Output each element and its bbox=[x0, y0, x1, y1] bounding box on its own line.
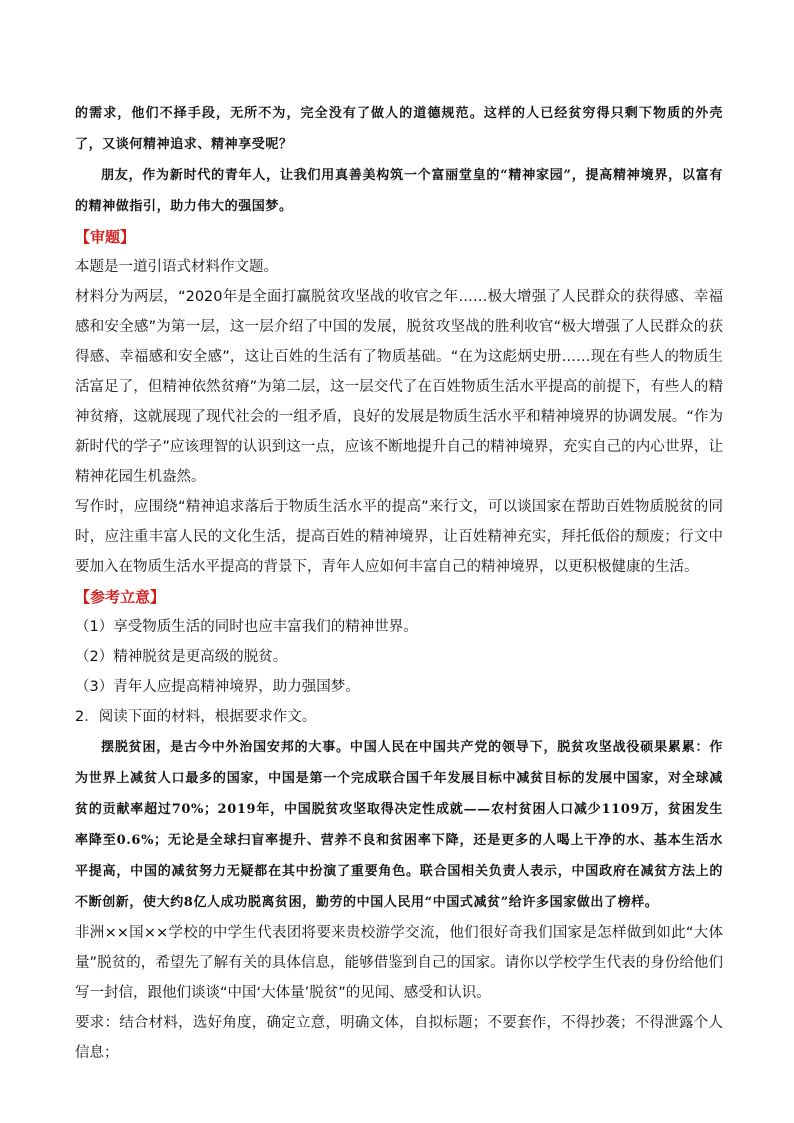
shenti-paragraph-1: 本题是一道引语式材料作文题。 bbox=[75, 259, 278, 275]
section-heading-cankao: 【参考立意】 bbox=[75, 588, 166, 606]
section-heading-shenti: 【审题】 bbox=[75, 228, 136, 246]
question-2-requirements: 要求：结合材料，选好角度，确定立意，明确文体，自拟标题；不要套作，不得抄袭；不得泄露个人信息； bbox=[75, 1015, 723, 1061]
shenti-paragraph-2: 材料分为两层，“2020年是全面打赢脱贫攻坚战的收官之年……极大增强了人民群众的获得感、幸福感和安全感”为第一层，这一层介绍了中国的发展，脱贫攻坚战的胜利收官“极大增强了人民群众的获得感、幸福感和安全感”，这让百姓的生活有了物质基础。“在为这彪炳史册……现在有些人的物质生活富足了，但精神依然贫瘠”为第二层，这一层交代了在百姓物质生活水平提高的前提下，有些人的精神贫瘠，这就展现了现代社会的一组矛盾，良好的发展是物质生活水平和精神境界的协调发展。“作为新时代的学子”应该理智的认识到这一点，应该不断地提升自己的精神境界，充实自己的内心世界，让精神花园生机盎然。 bbox=[75, 289, 723, 485]
cankao-item-1: （1）享受物质生活的同时也应丰富我们的精神世界。 bbox=[75, 619, 418, 635]
passage-paragraph-2: 朋友，作为新时代的青年人，让我们用真善美构筑一个富丽堂皇的“精神家园”，提高精神境界，以富有的精神做指引，助力伟大的强国梦。 bbox=[75, 168, 723, 214]
question-2-title: 2．阅读下面的材料，根据要求作文。 bbox=[75, 709, 317, 725]
question-2-material: 摆脱贫困，是古今中外治国安邦的大事。中国人民在中国共产党的领导下，脱贫攻坚战役硕果累累：作为世界上减贫人口最多的国家，中国是第一个完成联合国千年发展目标中减贫目标的发展中国家，对全球减贫的贡献率超过70%；2019年，中国脱贫攻坚取得决定性成就——农村贫困人口减少1109万，贫困发生率降至0.6%；无论是全球扫盲率提升、营养不良和贫困率下降，还是更多的人喝上干净的水、基本生活水平提高，中国的减贫努力无疑都在其中扮演了重要角色。联合国相关负责人表示，中国政府在减贫方法上的不断创新，使大约8亿人成功脱离贫困，勤劳的中国人民用“中国式减贫”给许多国家做出了榜样。 bbox=[75, 740, 723, 910]
question-2-task: 非洲××国××学校的中学生代表团将要来贵校游学交流，他们很好奇我们国家是怎样做到如此“大体量”脱贫的，希望先了解有关的具体信息，能够借鉴到自己的国家。请你以学校学生代表的身份给他们写一封信，跟他们谈谈“中国‘大体量’脱贫”的见闻、感受和认识。 bbox=[75, 925, 723, 1001]
shenti-paragraph-3: 写作时，应围绕“精神追求落后于物质生活水平的提高”来行文，可以谈国家在帮助百姓物质脱贫的同时，应注重丰富人民的文化生活，提高百姓的精神境界，让百姓精神充实，拜托低俗的颓废；行文中要加入在物质生活水平提高的背景下，青年人应如何丰富自己的精神境界，以更积极健康的生活。 bbox=[75, 499, 723, 575]
cankao-item-2: （2）精神脱贫是更高级的脱贫。 bbox=[75, 649, 288, 665]
cankao-item-3: （3）青年人应提高精神境界，助力强国梦。 bbox=[75, 679, 360, 695]
page-content bbox=[75, 98, 723, 1068]
passage-paragraph-1: 的需求，他们不择手段，无所不为，完全没有了做人的道德规范。这样的人已经贫穷得只剩下物质的外壳了，又谈何精神追求、精神享受呢？ bbox=[75, 106, 723, 152]
